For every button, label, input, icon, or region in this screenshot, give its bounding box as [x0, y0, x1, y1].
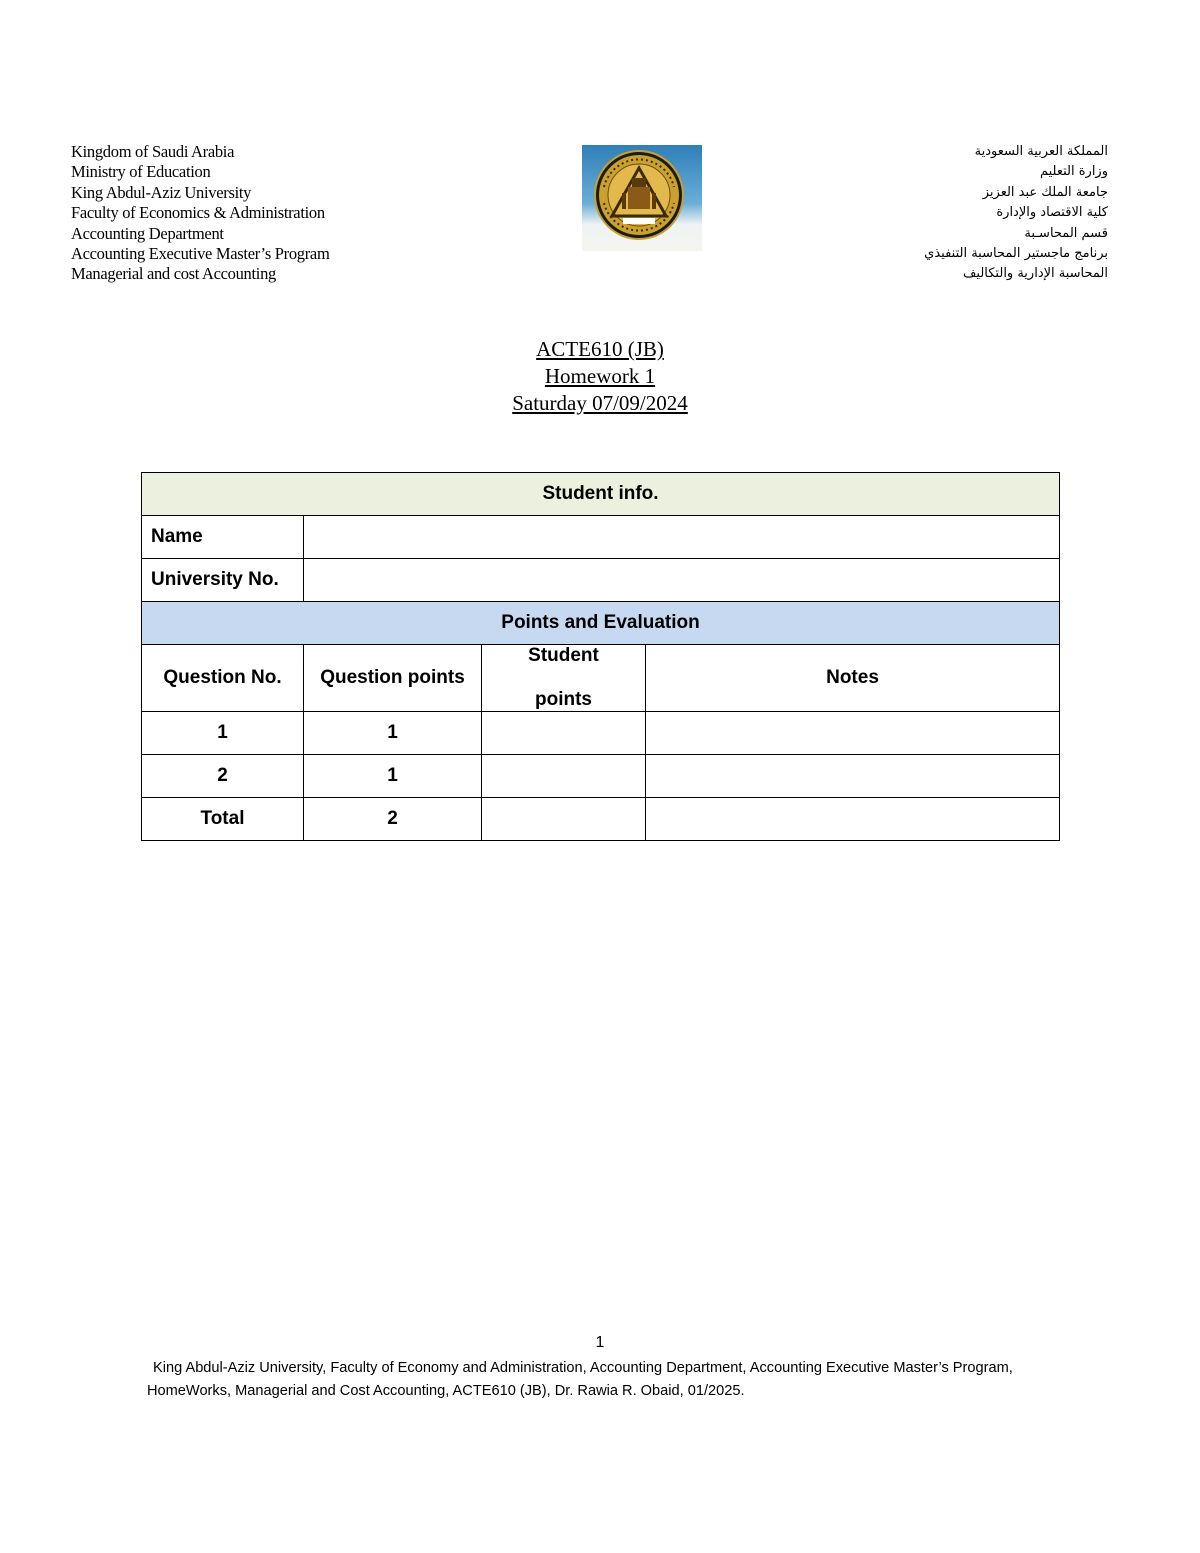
document-title: [0, 336, 1200, 417]
student-points-cell[interactable]: [482, 712, 646, 755]
header-left-line: Accounting Executive Master’s Program: [71, 244, 330, 264]
total-points: 2: [304, 798, 482, 841]
question-number-cell: 1: [142, 712, 304, 755]
notes-cell[interactable]: [646, 755, 1060, 798]
points-evaluation-header: Points and Evaluation: [142, 602, 1060, 645]
column-header-question-points: Question points: [304, 645, 482, 712]
page-number: 1: [595, 1334, 605, 1351]
header-right-line: قسم المحاسـبة: [1024, 225, 1108, 241]
header-right-line: المحاسبة الإدارية والتكاليف: [962, 266, 1108, 282]
table-row: [142, 755, 1060, 798]
table-row: [142, 712, 1060, 755]
footer-text: King Abdul-Aziz University, Faculty of Economy and Administration, Accounting Department, Accounting Executive Master’s Program, HomeWorks, Managerial and Cost Accounting, ACTE610 (JB), Dr. Rawia R. Obaid, 01/2025.: [147, 1360, 1013, 1399]
total-notes-cell[interactable]: [646, 798, 1060, 841]
name-field[interactable]: [304, 516, 1060, 559]
total-label: Total: [142, 798, 304, 841]
header-right-line: وزارة التعليم: [1039, 164, 1108, 180]
header-right-arabic: [788, 142, 1108, 285]
total-student-points-cell[interactable]: [482, 798, 646, 841]
evaluation-table: [141, 472, 1060, 841]
header-right-line: كلية الاقتصاد والإدارة: [996, 205, 1108, 221]
assignment-title: Homework 1: [544, 364, 656, 388]
header-right-line: المملكة العربية السعودية: [974, 144, 1108, 159]
total-row: [142, 798, 1060, 841]
student-points-line-1: Student: [528, 645, 599, 666]
header-right-line: جامعة الملك عبد العزيز: [982, 184, 1108, 200]
notes-cell[interactable]: [646, 712, 1060, 755]
student-points-cell[interactable]: [482, 755, 646, 798]
header-left-line: King Abdul-Aziz University: [71, 182, 252, 202]
column-header-notes: Notes: [646, 645, 1060, 712]
university-no-label: University No.: [142, 559, 304, 602]
header-left-line: Managerial and cost Accounting: [71, 264, 276, 284]
header-left-english: [71, 142, 491, 285]
university-no-field[interactable]: [304, 559, 1060, 602]
column-header-student-points: [482, 645, 646, 712]
course-code: ACTE610 (JB): [536, 337, 664, 361]
question-number-cell: 2: [142, 755, 304, 798]
header-left-line: Ministry of Education: [71, 162, 211, 182]
university-seal-icon: [582, 145, 702, 251]
header-left-line: Accounting Department: [71, 223, 224, 243]
student-points-line-2: points: [535, 689, 592, 710]
header-left-line: Kingdom of Saudi Arabia: [71, 142, 235, 161]
name-label: Name: [142, 516, 304, 559]
question-points-cell: 1: [304, 712, 482, 755]
header-left-line: Faculty of Economics & Administration: [71, 203, 325, 223]
question-points-cell: 1: [304, 755, 482, 798]
student-info-header: Student info.: [142, 473, 1060, 516]
header-right-line: برنامج ماجستير المحاسبة التنفيذي: [924, 246, 1108, 262]
assignment-date: Saturday 07/09/2024: [512, 391, 688, 415]
column-header-question-no: Question No.: [142, 645, 304, 712]
